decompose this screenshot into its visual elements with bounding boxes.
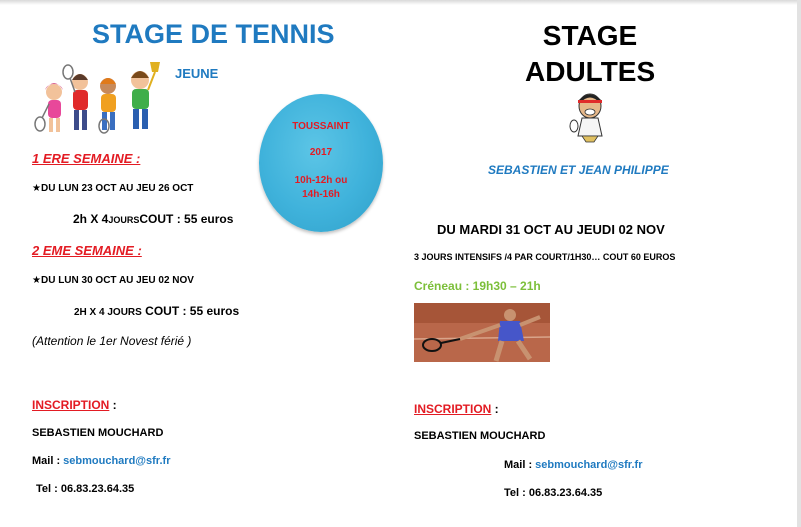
star-icon: ★ [32,183,41,194]
right-mail-link[interactable]: sebmouchard@sfr.fr [535,459,643,471]
left-contact-mail: Mail : sebmouchard@sfr.fr [32,455,171,467]
right-contact-mail: Mail : sebmouchard@sfr.fr [504,459,643,471]
left-inscription-heading: INSCRIPTION : [32,398,117,412]
week-2-dates: ★DU LUN 30 OCT AU JEU 02 NOV [32,275,194,286]
adult-dates: DU MARDI 31 OCT AU JEUDI 02 NOV [437,222,665,237]
youth-subtitle: JEUNE [175,66,219,81]
badge-line-3: 10h-12h ou [294,175,348,186]
star-icon: ★ [32,275,41,286]
badge-line-4: 14h-16h [302,189,340,200]
week-2-details: 2H X 4 JOURS COUT : 55 euros [74,304,240,318]
week-1-heading: 1 ERE SEMAINE : [32,151,141,166]
right-contact-name: SEBASTIEN MOUCHARD [414,430,546,442]
toussaint-badge [259,94,383,232]
left-contact-tel: Tel : 06.83.23.64.35 [36,483,135,495]
left-contact-name: SEBASTIEN MOUCHARD [32,427,164,439]
week-1-details: 2h X 4JOURSCOUT : 55 euros [73,212,234,226]
tennis-player-photo [414,303,550,362]
kids-tennis-illustration [32,52,166,138]
left-mail-link[interactable]: sebmouchard@sfr.fr [63,455,171,467]
page-edge [797,0,801,527]
week-1-dates: ★DU LUN 23 OCT AU JEU 26 OCT [32,183,194,194]
right-inscription-heading: INSCRIPTION : [414,402,499,416]
adult-details: 3 JOURS INTENSIFS /4 PAR COURT/1H30… COUT 60 EUROS [414,252,676,262]
coaches-names: SEBASTIEN ET JEAN PHILIPPE [488,163,669,177]
tennis-player-caricature [568,92,612,144]
holiday-note: (Attention le 1er Novest férié ) [32,334,192,348]
week-2-heading: 2 EME SEMAINE : [32,243,142,258]
adult-time-slot: Créneau : 19h30 – 21h [414,279,541,293]
top-shadow [0,0,801,5]
adult-stage-title: STAGE ADULTES [525,20,656,87]
badge-line-2: 2017 [309,147,333,158]
badge-line-1: TOUSSAINT [292,121,350,132]
youth-stage-title: STAGE DE TENNIS [92,19,335,49]
right-contact-tel: Tel : 06.83.23.64.35 [504,487,603,499]
